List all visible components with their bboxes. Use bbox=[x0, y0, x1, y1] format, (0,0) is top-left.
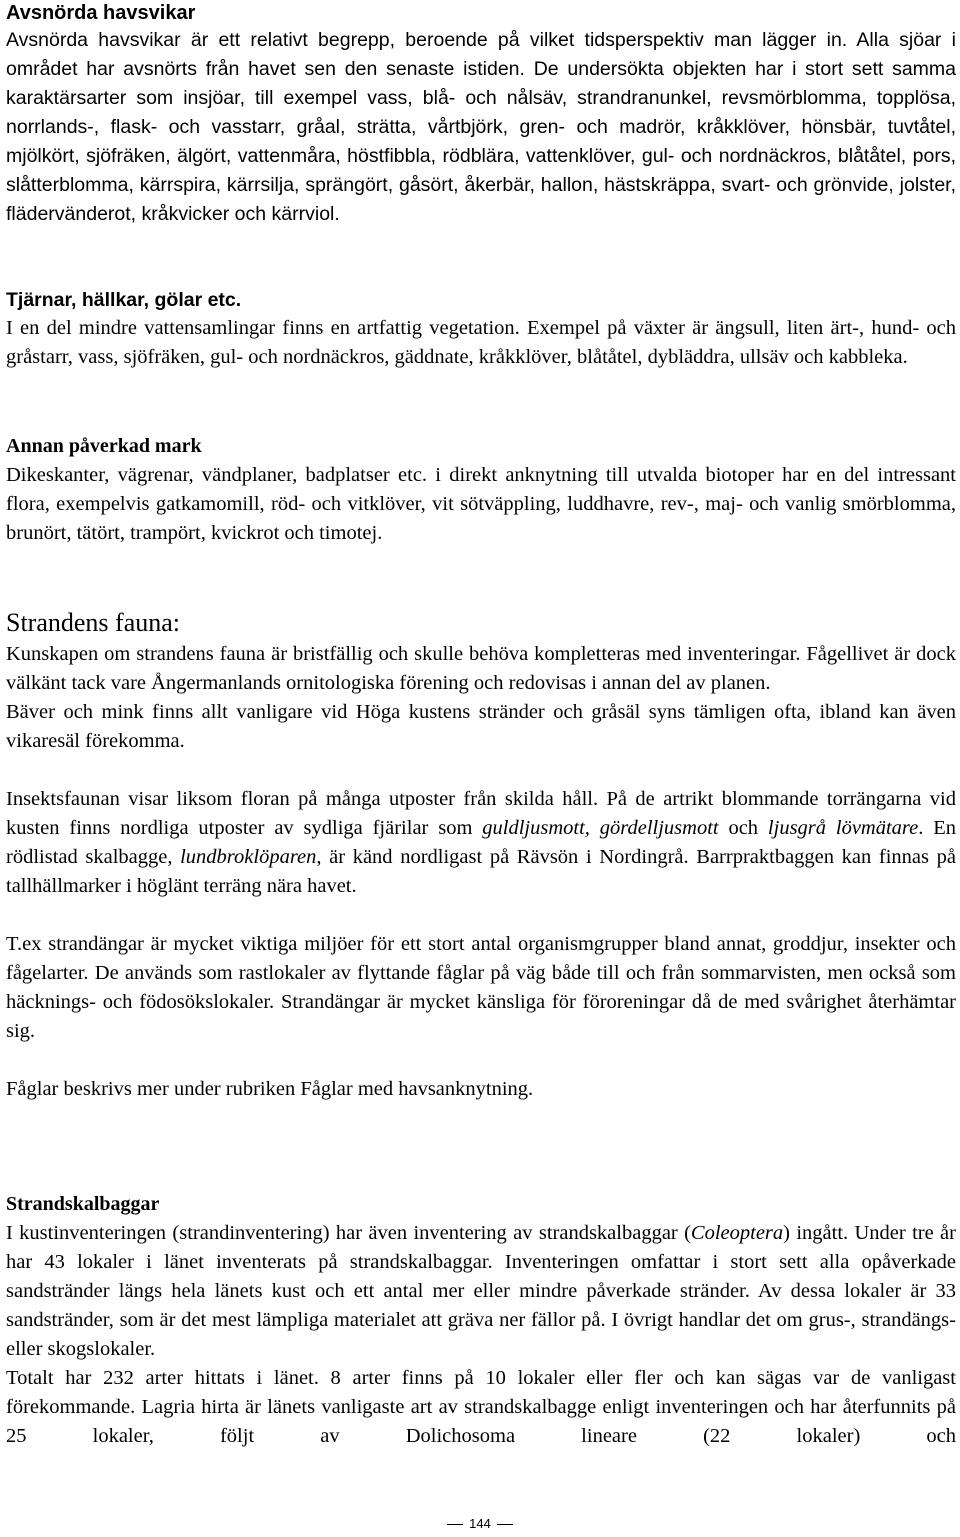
fauna-paragraph-4: T.ex strandängar är mycket viktiga miljöer för ett stort antal organismgrupper bland annat, groddjur, insekter och fågelarter. De används som rastlokaler av flyttande fåglar på väg både till och från sommarvisten, men också som häcknings- och födosökslokaler. Strandängar är mycket känsliga för föroreningar då de med svårighet återhämtar sig. bbox=[6, 933, 956, 1042]
section-strandskalbaggar bbox=[6, 1190, 956, 1451]
fauna-paragraph-3: Insektsfaunan visar liksom floran på många utposter från skilda håll. På de artrikt blommande torrängarna vid kusten finns nordliga utposter av sydliga fjärilar som guldljusmott, gördelljusmott och ljusgrå lövmätare. En rödlistad skalbagge, lundbroklöparen, är känd nordligast på Rävsön i Nordingrå. Barrpraktbaggen kan finnas på tallhällmarker i höglänt terräng nära havet. bbox=[6, 788, 957, 897]
page-footer bbox=[0, 1516, 960, 1531]
strandskalbaggar-paragraph-2: Totalt har 232 arter hittats i länet. 8 arter finns på 10 lokaler eller fler och kan sägas var de vanligast förekommande. Lagria hirta är länets vanligaste art av strandskalbagge enligt inventeringen och har återfunnits på 25 lokaler, följt av Dolichosoma lineare (22 lokaler) och bbox=[6, 1367, 956, 1447]
species-lundbroklopare: lundbroklöparen bbox=[180, 846, 317, 868]
footer-dash-right bbox=[497, 1524, 513, 1525]
species-ljusgra-lovmatare: ljusgrå lövmätare bbox=[767, 817, 919, 839]
fauna-paragraph-1: Kunskapen om strandens fauna är bristfällig och skulle behöva kompletteras med inventeringar. Fågellivet är dock välkänt tack vare Ångermanlands ornitologiska förening och redovisas i annan del av planen. bbox=[6, 643, 956, 694]
fauna-paragraph-2: Bäver och mink finns allt vanligare vid Höga kustens stränder och gråsäl syns tämligen ofta, ibland kan även vikaresäl förekomma. bbox=[6, 701, 956, 752]
section-tjarnar-text bbox=[6, 314, 956, 372]
heading-annan: Annan påverkad mark bbox=[6, 435, 202, 457]
heading-strandskalbaggar: Strandskalbaggar bbox=[6, 1193, 160, 1215]
heading-havsvikar: Avsnörda havsvikar bbox=[6, 2, 196, 24]
footer-dash-left bbox=[447, 1524, 463, 1525]
heading-tjarnar: Tjärnar, hällkar, gölar etc. bbox=[6, 289, 242, 311]
section-tjarnar bbox=[6, 286, 956, 315]
section-annan bbox=[6, 432, 956, 548]
page-number: 144 bbox=[469, 1516, 491, 1531]
species-guldljusmott: guldljusmott, gördelljusmott bbox=[482, 817, 719, 839]
taxon-coleoptera: Coleoptera bbox=[690, 1222, 784, 1244]
text-annan: Dikeskanter, vägrenar, vändplaner, badplatser etc. i direkt anknytning till utvalda biotoper har en del intressant flora, exempelvis gatkamomill, röd- och vitklöver, vit sötväppling, luddhavre, rev-, maj- och vanlig smörblomma, brunört, tätört, trampört, kvickrot och timotej. bbox=[6, 464, 956, 544]
fauna-paragraph-5: Fåglar beskrivs mer under rubriken Fåglar med havsanknytning. bbox=[6, 1078, 534, 1100]
section-fauna bbox=[6, 606, 956, 1104]
text-havsvikar: Avsnörda havsvikar är ett relativt begrepp, beroende på vilket tidsperspektiv man lägger in. Alla sjöar i området har avsnörts från havet sen den senaste istiden. De undersökta objekten har i stort sett samma karaktärsarter som insjöar, till exempel vass, blå- och nålsäv, strandranunkel, revsmörblomma, topplösa, norrlands-, flask- och vasstarr, gråal, strätta, vårtbjörk, gren- och madrör, kråkklöver, hönsbär, tuvtåtel, mjölkört, sjöfräken, älgört, vattenmåra, höstfibbla, rödblära, vattenklöver, gul- och nordnäckros, blåtåtel, pors, slåtterblomma, kärrspira, kärrsilja, sprängört, gåsört, åkerbär, hallon, hästskräppa, svart- och grönvide, jolster, flädervänderot, kråkvicker och kärrviol. bbox=[6, 29, 956, 225]
strandskalbaggar-paragraph-1: I kustinventeringen (strandinventering) har även inventering av strandskalbaggar (Coleoptera) ingått. Under tre år har 43 lokaler i länet inventerats på strandskalbaggar. Inventeringen omfattar i stort sett alla opåverkade sandstränder längs hela länets kust och ett antal mer eller mindre påverkade stränder. Av dessa lokaler är 33 sandstränder, som är det mest lämpliga materialet att gräva ner fällor på. I övrigt handlar det om grus-, strandängs- eller skogslokaler. bbox=[6, 1222, 956, 1360]
heading-fauna: Strandens fauna: bbox=[6, 608, 181, 637]
text-tjarnar: I en del mindre vattensamlingar finns en artfattig vegetation. Exempel på växter är ängsull, liten ärt-, hund- och gråstarr, vass, sjöfräken, gul- och nordnäckros, gäddnate, kråkklöver, blåtåtel, dybläddra, ullsäv och kabbleka. bbox=[6, 317, 956, 368]
section-havsvikar bbox=[6, 0, 956, 229]
